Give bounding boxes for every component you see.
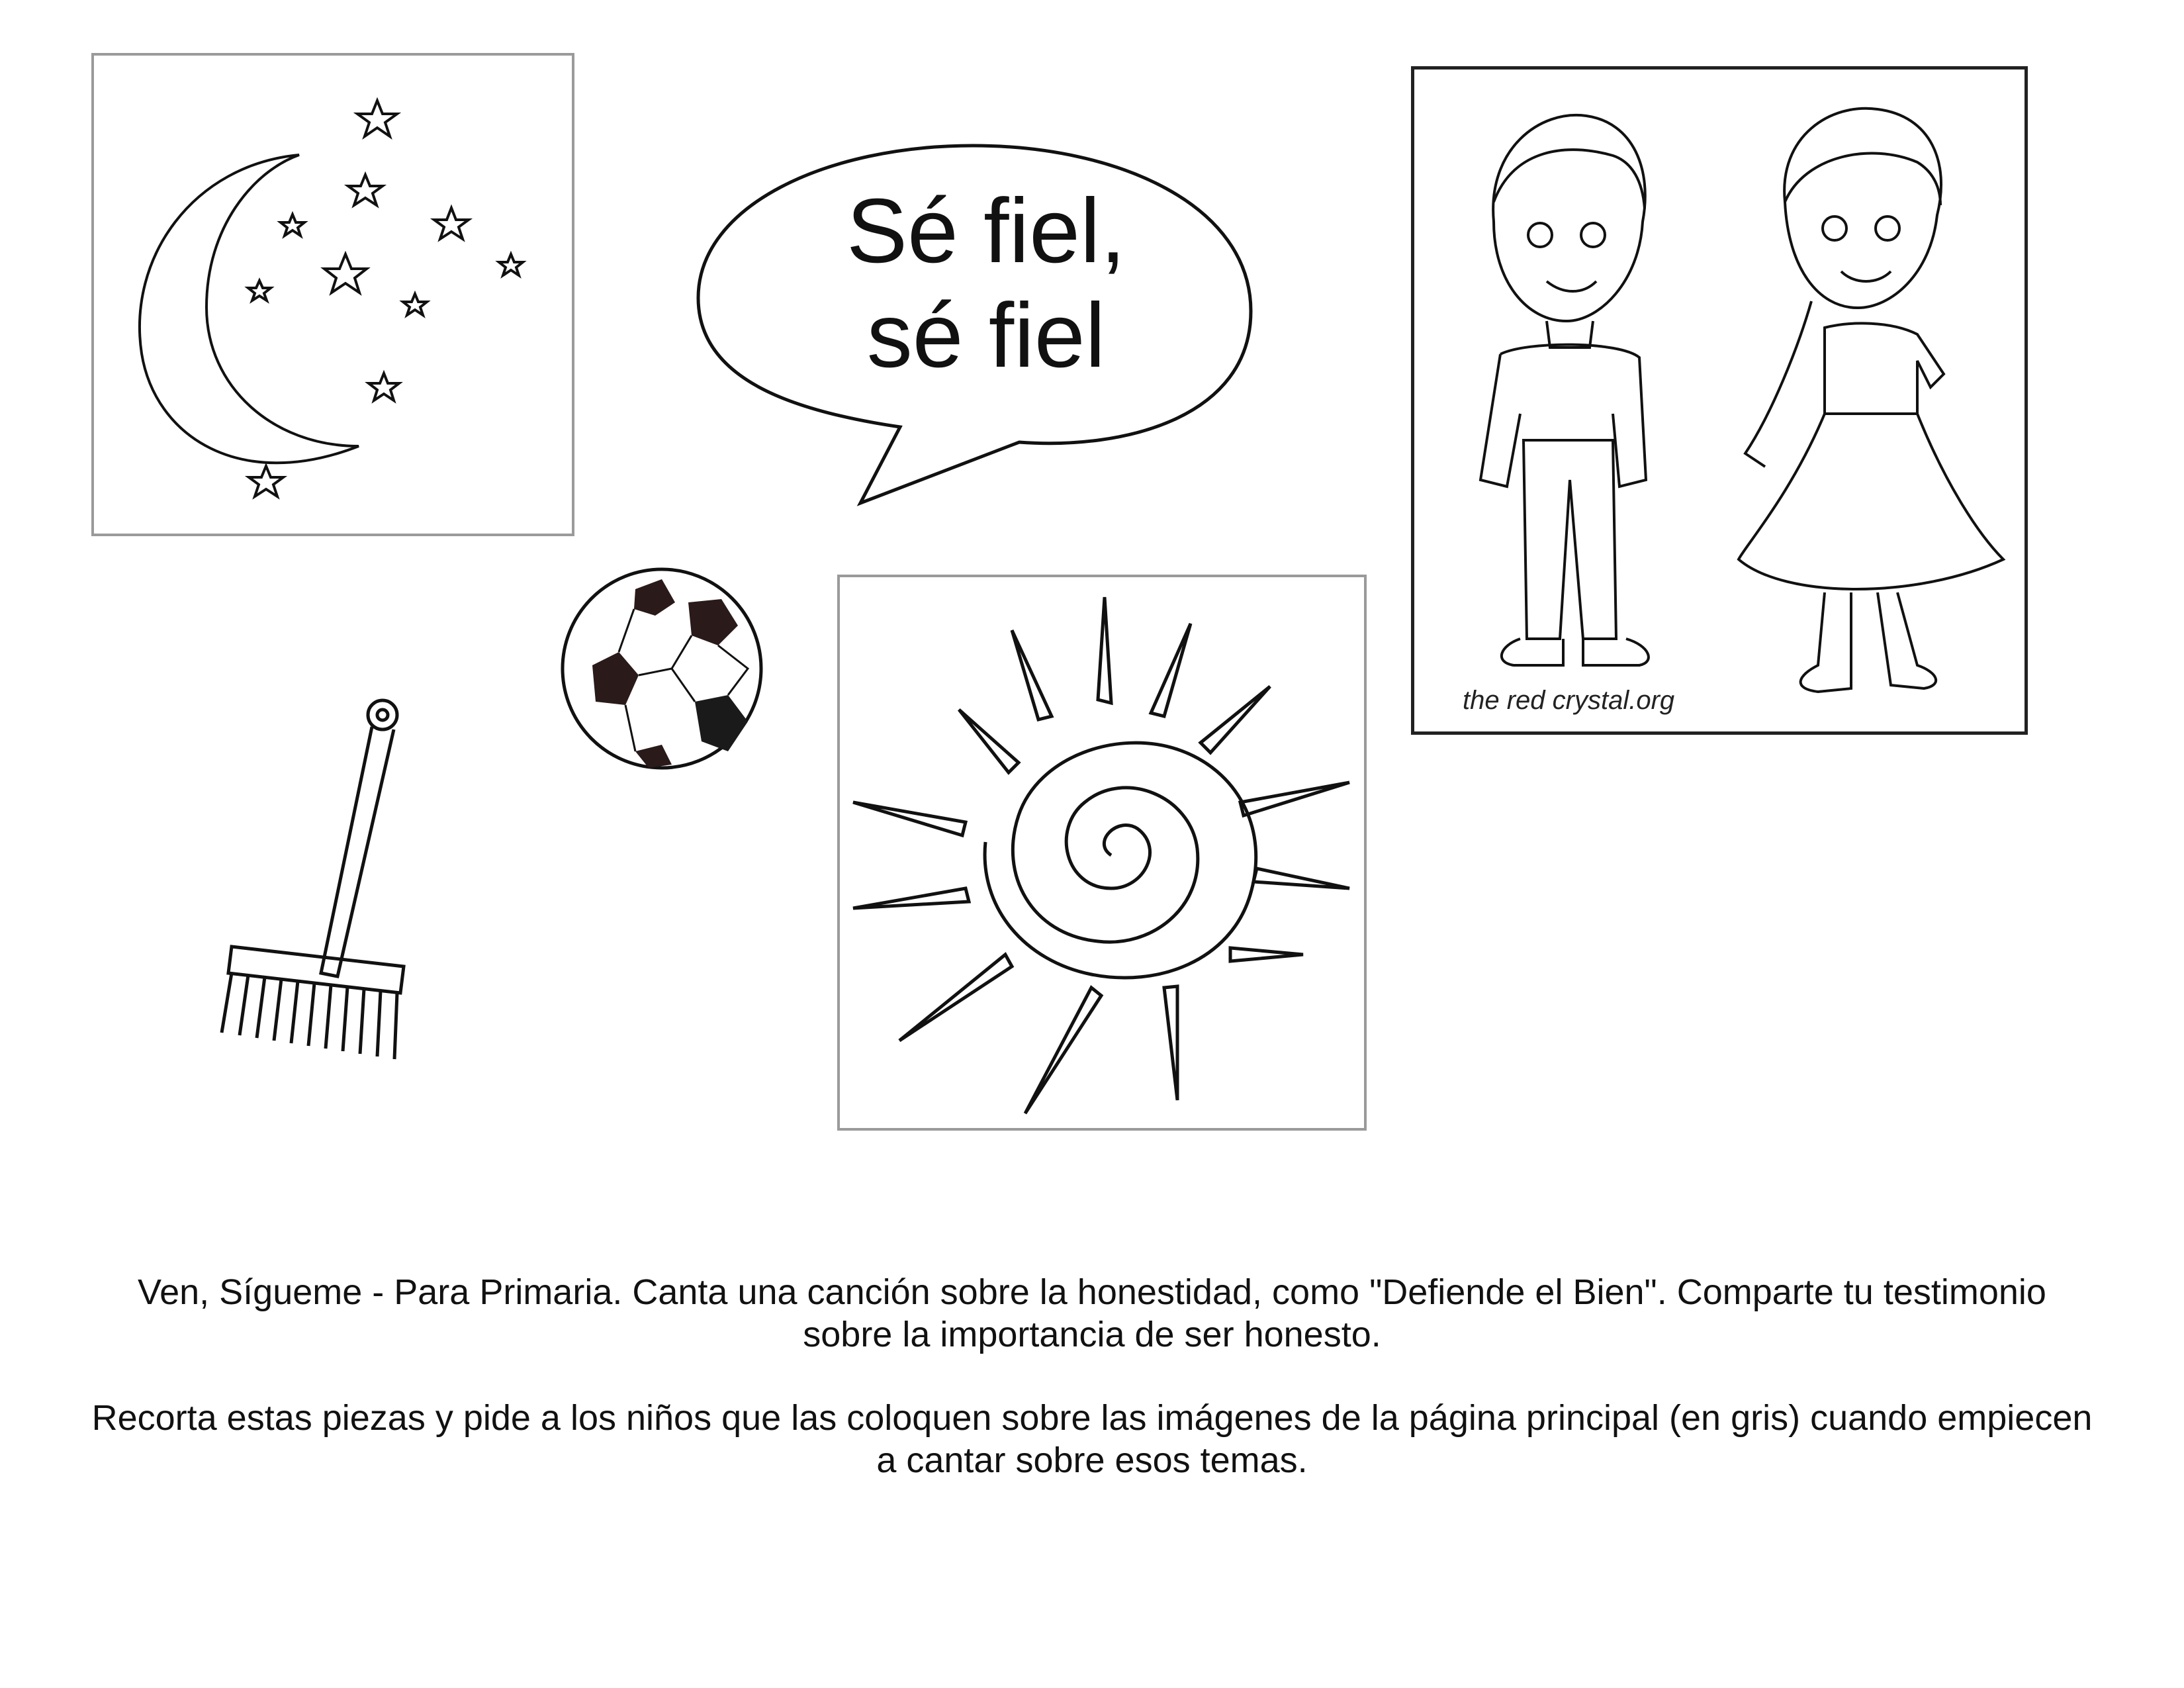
- sun-card: [837, 575, 1367, 1131]
- instructions-paragraph-1: Ven, Sígueme - Para Primaria. Canta una canción sobre la honestidad, como "Defiende el Bien". Comparte tu testimonio sobre la importancia de ser honesto.: [138, 1272, 2046, 1354]
- boy-and-girl-icon: [1414, 70, 2025, 731]
- sun-icon: [840, 577, 1364, 1128]
- soccer-ball: [556, 563, 768, 774]
- moon-and-stars-icon: [94, 56, 572, 534]
- bubble-line-2: sé fiel: [866, 285, 1106, 387]
- moon-stars-card: [91, 53, 574, 536]
- children-card: [1411, 66, 2028, 735]
- instructions-paragraph-2: Recorta estas piezas y pide a los niños que las coloquen sobre las imágenes de la página principal (en gris) cuando empiecen a cantar sobre esos temas.: [91, 1398, 2093, 1480]
- bubble-text: [781, 179, 1191, 388]
- watermark: the red crystal.org: [1463, 686, 1675, 715]
- bubble-line-1: Sé fiel,: [846, 180, 1126, 282]
- rake-icon: [205, 688, 430, 1099]
- rake: [205, 688, 430, 1099]
- soccer-ball-icon: [556, 563, 768, 774]
